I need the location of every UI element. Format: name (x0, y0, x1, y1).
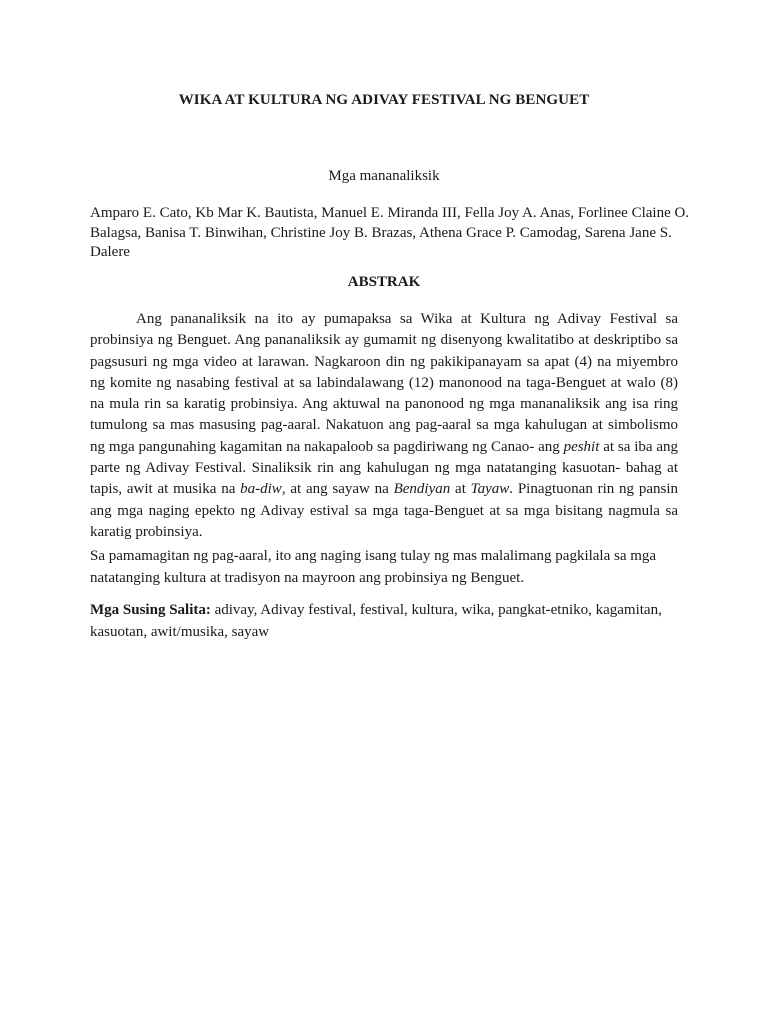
abstract-text-2: at sa iba ang parte ng Adivay Festival. Sinaliksik rin ang kahulugan ng mga natatanging kasuotan- bahag at tapis, awit at musika na (90, 438, 678, 498)
author-list: Amparo E. Cato, Kb Mar K. Bautista, Manuel E. Miranda III, Fella Joy A. Anas, Forlinee Claine O. Balagsa, Banisa T. Binwihan, Christine Joy B. Brazas, Athena Grace P. Camodag, Sarena Jane S. Dalere (90, 205, 690, 260)
abstract-text-3: , at ang sayaw na (281, 481, 394, 498)
abstract-paragraph (90, 309, 678, 543)
abstract-term-bendiyan: Bendiyan (393, 481, 451, 498)
abstract-term-tayaw: Tayaw (470, 481, 510, 498)
document-title: WIKA AT KULTURA NG ADIVAY FESTIVAL NG BENGUET (178, 92, 590, 108)
abstract-term-peshit: peshit (563, 438, 600, 455)
researchers-label: Mga mananaliksik (328, 168, 440, 184)
conclusion-paragraph: Sa pamamagitan ng pag-aaral, ito ang naging isang tulay ng mas malalimang pagkilala sa mga natatanging kultura at tradisyon na mayroon ang probinsiya ng Benguet. (90, 548, 657, 586)
abstract-text-4: at (450, 481, 471, 498)
abstract-heading: ABSTRAK (347, 274, 421, 290)
abstract-term-badiw: ba-diw (240, 481, 282, 498)
abstract-text-5: . Pinagtuonan rin ng pansin ang mga naging epekto ng Adivay estival sa mga taga-Benguet at sa mga bisitang nagmula sa karatig probinsiya. (90, 481, 678, 540)
keywords-list: adivay, Adivay festival, festival, kultura, wika, pangkat-etniko, kagamitan, kasuotan, awit/musika, sayaw (90, 602, 662, 640)
keywords-paragraph (90, 600, 690, 643)
abstract-text-1: Ang pananaliksik na ito ay pumapaksa sa Wika at Kultura ng Adivay Festival sa probinsiya ng Benguet. Ang pananaliksik ay gumamit ng disenyong kwalitatibo at deskriptibo sa pagsusuri ng mga video at larawan. Nagkaroon din ng pakikipanayam sa apat (4) na miyembro ng komite ng nasabing festival at sa labindalawang (12) manonood na taga-Benguet at walo (8) na mula rin sa karatig probinsiya. Ang aktuwal na panonood ng mga mananaliksik ang isa ring tumulong sa mas masusing pag-aaral. Nakatuon ang pag-aaral sa mga kahulugan at simbolismo ng mga pangunahing kagamitan na nakapaloob sa pagdiriwang ng Canao- ang (90, 311, 678, 455)
keywords-label: Mga Susing Salita: (90, 602, 211, 618)
